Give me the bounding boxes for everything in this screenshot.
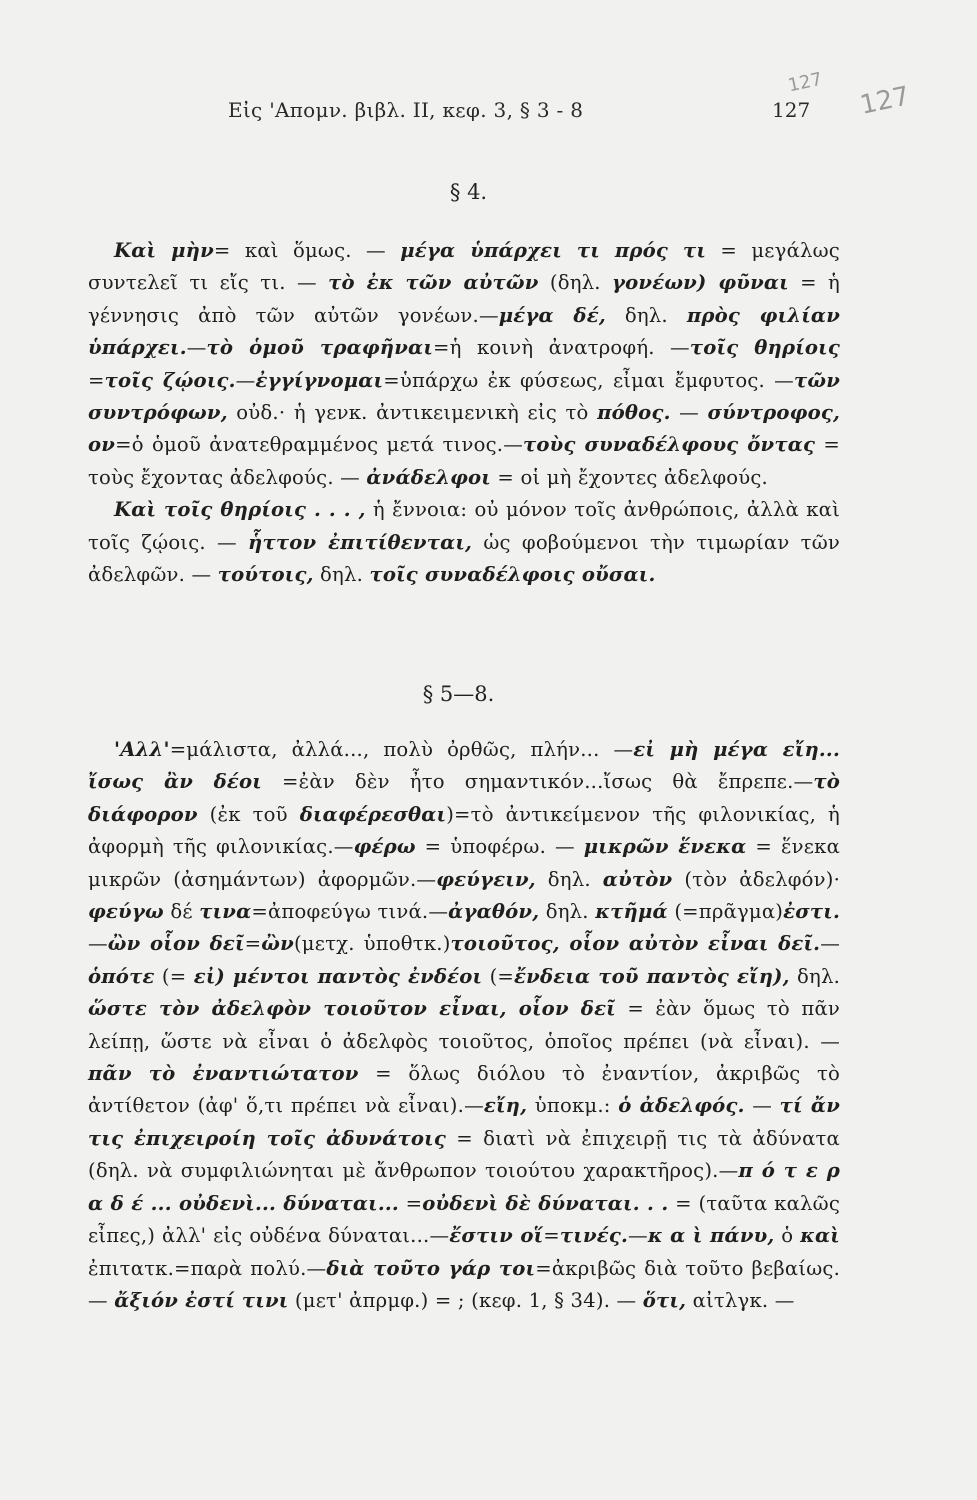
gloss-text: =ἀποφεύγω τινά.— (251, 900, 449, 924)
gloss-text: — (744, 1094, 780, 1118)
lemma-term: εἰ μὴ μέγα εἴη... (633, 738, 840, 761)
gloss-text: — (235, 368, 256, 392)
lemma-term: μέγα ὑπάρχει τι πρός τι (400, 239, 707, 262)
gloss-text: )=τὸ ἀντικείμενον τῆς φιλονικίας, ἡ ἀφορμὴ τῆς φιλονικίας.— (88, 802, 840, 859)
gloss-text: =ὑπάρχω ἐκ φύσεως, εἶμαι ἔμφυτος. — (383, 368, 794, 392)
gloss-text: = (88, 368, 105, 392)
lemma-term: τοῖς συναδέλφοις οὔσαι. (369, 563, 656, 587)
commentary-section (88, 235, 840, 591)
lemma-term: τοὺς συναδέλφους ὄντας (523, 433, 816, 457)
lemma-term: γονέων) φῦναι (612, 271, 789, 295)
gloss-text: (τὸν ἀδελφόν)· (672, 867, 841, 891)
pencil-page-mark: 127 (786, 68, 825, 97)
lemma-term: ἀγαθόν, (448, 900, 540, 924)
lemma-term: τί ἄν τις ἐπιχειροίη τοῖς ἀδυνάτοις (88, 1094, 840, 1150)
lemma-term: φεύγειν, (436, 867, 536, 891)
gloss-text: (μετχ. ὑποθτκ.) (293, 932, 451, 956)
gloss-text: δηλ. (535, 867, 603, 891)
gloss-text: ὑποκμ.: (527, 1094, 619, 1118)
gloss-text: = οἱ μὴ ἔχοντες ἀδελφούς. (490, 465, 768, 489)
gloss-text: = ὅλως διόλου τὸ ἐναντίον, ἀκριβῶς τὸ ἀντίθετον (ἀφ' ὅ,τι πρέπει νὰ εἶναι).— (88, 1062, 840, 1118)
gloss-text: ἐπιτατκ.=παρὰ πολύ.— (88, 1256, 327, 1280)
lemma-term: οὐδενὶ δὲ δύναται. . . (422, 1191, 669, 1215)
gloss-text: ὁ (774, 1224, 801, 1248)
lemma-term: τοῖς ζῴοις. (104, 368, 236, 392)
commentary-paragraph (88, 494, 840, 591)
gloss-text: ὡς φοβούμενοι τὴν τιμωρίαν τῶν ἀδελφῶν. — (88, 530, 840, 587)
gloss-text: =ἀκριβῶς διὰ τοῦτο βεβαίως. — (88, 1256, 840, 1312)
gloss-text: (ἐκ τοῦ (197, 802, 300, 826)
commentary-paragraph (88, 235, 840, 494)
gloss-text: = μεγάλως συντελεῖ τι εἴς τι. — (88, 239, 840, 295)
lemma-term: ὢν (261, 932, 294, 956)
gloss-text: — (186, 336, 207, 360)
gloss-text: (δηλ. (538, 271, 613, 295)
gloss-text: (μετ' ἀπρμφ.) = ; (κεφ. 1, § 34). — (288, 1288, 643, 1312)
lemma-term: μικρῶν ἕνεκα (583, 835, 747, 859)
lemma-term: πᾶν τὸ ἐναντιώτατον (88, 1062, 359, 1086)
lemma-term: διὰ τοῦτο γάρ τοι (326, 1256, 536, 1280)
commentary-paragraph (88, 734, 840, 1317)
lemma-term: π ό τ ε ρ α δ έ ... οὐδενὶ... δύναται... (88, 1159, 841, 1215)
lemma-term: ὁ ἀδελφός. (618, 1094, 745, 1118)
lemma-term: φέρω (353, 835, 416, 859)
gloss-text: — (670, 401, 708, 425)
gloss-text: δηλ. (313, 563, 370, 587)
gloss-text: = ἕνεκα μικρῶν (ἀσημάντων) ἀφορμῶν.— (88, 835, 840, 891)
lemma-term: ὅτι, (642, 1288, 687, 1312)
lemma-term: καὶ (800, 1224, 840, 1248)
gloss-text: = ὑποφέρω. — (415, 835, 584, 859)
gloss-text: ἡ ἔννοια: οὐ μόνον τοῖς ἀνθρώποις, ἀλλὰ καὶ τοῖς ζῴοις. — (88, 498, 840, 554)
lemma-term: ὥστε τὸν ἀδελφὸν τοιοῦτον εἶναι, οἷον δεῖ (88, 997, 616, 1021)
commentary-section (88, 734, 840, 1317)
lemma-term: φεύγω (88, 900, 164, 924)
section-heading: § 5—8. (422, 682, 495, 706)
lemma-term: σύντροφος, ον (88, 401, 840, 457)
lemma-term: τὸ ἐκ τῶν αὐτῶν (328, 271, 539, 295)
lemma-term: ἔνδεια τοῦ παντὸς εἴη), (514, 964, 790, 988)
gloss-text: — (88, 932, 108, 956)
page-number: 127 (772, 98, 811, 122)
lemma-term: τὸ ὁμοῦ τραφῆναι (206, 336, 434, 360)
lemma-term: τῶν συντρόφων, (88, 368, 840, 425)
lemma-term: ὁπότε (88, 964, 155, 988)
gloss-text: δηλ. (605, 303, 687, 327)
gloss-text: =ἡ κοινὴ ἀνατροφή. — (433, 336, 690, 360)
gloss-text: =ἐὰν δὲν ἦτο σημαντικόν...ἴσως θὰ ἔπρεπε.— (261, 770, 814, 794)
gloss-text: (=πρᾶγμα) (667, 900, 784, 924)
lemma-term: κτῆμά (595, 900, 668, 924)
lemma-term: 'Αλλ' (114, 738, 170, 761)
lemma-term: τὸ διάφορον (88, 770, 840, 826)
gloss-text: =ὁ ὁμοῦ ἀνατεθραμμένος μετά τινος.— (115, 433, 523, 457)
gloss-text: = (543, 1224, 560, 1248)
lemma-term: εἴη, (483, 1094, 528, 1118)
lemma-term: πρὸς φιλίαν ὑπάρχει. (88, 303, 840, 360)
lemma-term: κ α ὶ πάνυ, (647, 1224, 775, 1248)
gloss-text: = (398, 1191, 423, 1215)
lemma-term: Καὶ τοῖς θηρίοις . . . , (114, 498, 366, 522)
pencil-page-mark: 127 (857, 81, 913, 121)
gloss-text: = διατὶ νὰ ἐπιχειρῇ τις τὰ ἀδύνατα (δηλ. νὰ συμφιλιώνηται μὲ ἄνθρωπον τοιούτου χαρακτῆρος).— (88, 1126, 840, 1183)
lemma-term: αὐτὸν (602, 867, 673, 891)
gloss-text: δηλ. (789, 964, 841, 988)
gloss-text: — (820, 932, 840, 956)
lemma-term: ἴσως ἂν δέοι (88, 770, 262, 794)
gloss-text: (= (482, 964, 515, 988)
lemma-term: ὢν οἷον δεῖ (107, 932, 245, 956)
lemma-term: εἰ) μέντοι παντὸς ἐνδέοι (193, 964, 483, 988)
lemma-term: Καὶ μὴν (114, 239, 214, 262)
running-title: Εἰς 'Απομν. βιβλ. II, κεφ. 3, § 3 - 8 (228, 98, 584, 122)
lemma-term: τοιοῦτος, οἷον αὐτὸν εἶναι δεῖ. (450, 932, 821, 956)
section-heading: § 4. (449, 180, 488, 204)
lemma-term: πόθος. (597, 401, 671, 425)
gloss-text: = (ταῦτα καλῶς εἶπες,) ἀλλ' εἰς οὐδένα δύναται...— (88, 1191, 841, 1248)
lemma-term: διαφέρεσθαι (299, 802, 447, 826)
gloss-text: οὐδ.· ἡ γενκ. ἀντικειμενικὴ εἰς τὸ (227, 401, 598, 425)
gloss-text: = ἡ γέννησις ἀπὸ τῶν αὐτῶν γονέων.— (88, 271, 841, 327)
lemma-term: ἄξιόν ἐστί τινι (114, 1288, 289, 1312)
lemma-term: μέγα δέ, (498, 303, 606, 327)
lemma-term: ἧττον ἐπιτίθενται, (248, 530, 473, 554)
lemma-term: ἐστι. (783, 900, 840, 924)
lemma-term: τινές. (559, 1224, 629, 1248)
lemma-term: ἐγγίγνομαι (255, 368, 384, 392)
gloss-text: δηλ. (539, 900, 596, 924)
lemma-term: ἀνάδελφοι (366, 465, 491, 489)
gloss-text: = ἐὰν ὅμως τὸ πᾶν λείπῃ, ὥστε νὰ εἶναι ὁ ἀδελφὸς τοιοῦτος, ὁποῖος πρέπει (νὰ εἶναι). — (88, 997, 840, 1053)
gloss-text: = (244, 932, 262, 956)
lemma-term: τούτοις, (217, 563, 314, 587)
gloss-text: = τοὺς ἔχοντας ἀδελφούς. — (88, 433, 841, 489)
gloss-text: αἰτλγκ. — (686, 1288, 795, 1312)
gloss-text: (= (154, 964, 194, 988)
gloss-text: = καὶ ὅμως. — (213, 239, 401, 262)
gloss-text: — (628, 1224, 648, 1248)
lemma-term: τοῖς θηρίοις (689, 336, 840, 360)
lemma-term: ἔστιν οἵ (449, 1224, 544, 1248)
lemma-term: τινα (199, 900, 252, 924)
gloss-text: =μάλιστα, ἀλλά..., πολὺ ὀρθῶς, πλήν... — (169, 738, 634, 761)
gloss-text: δέ (163, 900, 200, 924)
